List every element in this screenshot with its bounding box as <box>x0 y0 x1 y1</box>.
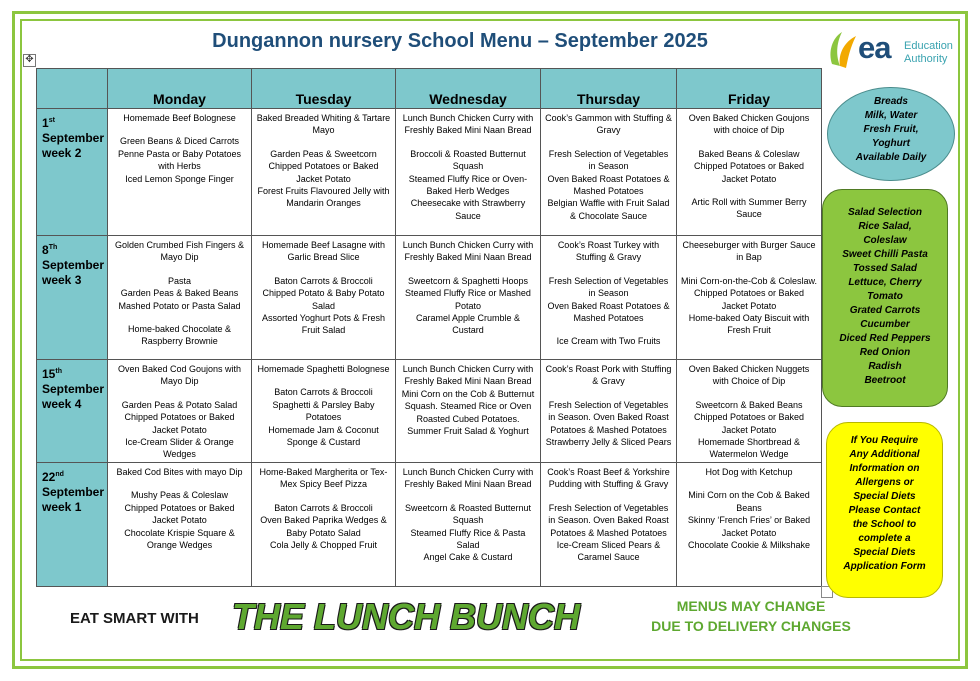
menu-cell-tuesday <box>252 109 396 236</box>
salad-line: Red Onion <box>859 347 911 358</box>
menu-item: Caramel Apple Crumble & Custard <box>415 313 521 336</box>
line-gap <box>680 264 818 275</box>
line-gap <box>544 324 673 335</box>
breads-line: Yoghurt <box>872 138 910 149</box>
menu-item: Cook’s Roast Beef & Yorkshire Pudding with Stuffing & Gravy <box>547 467 670 490</box>
menu-item: Cook’s Roast Turkey with Stuffing & Gravy <box>557 240 660 263</box>
week-label <box>37 109 108 236</box>
menu-cell-monday <box>108 463 252 587</box>
line-gap <box>680 478 818 489</box>
menu-item: Oven Baked Paprika Wedges & Baby Potato Salad <box>260 515 387 538</box>
line-gap <box>255 264 392 275</box>
line-gap <box>680 137 818 148</box>
line-gap <box>399 264 537 275</box>
menu-item: Angel Cake & Custard <box>423 552 513 563</box>
menu-item: Oven Baked Roast Potatoes & Mashed Potatoes <box>547 173 670 197</box>
salad-line: Rice Salad, <box>858 221 912 232</box>
menu-item: Chipped Potatoes or Baked Jacket Potato <box>693 288 805 311</box>
line-gap <box>111 478 248 489</box>
menu-cell-friday <box>677 236 822 360</box>
line-gap <box>255 137 392 148</box>
week-number: week 1 <box>42 500 82 514</box>
header-tuesday: Tuesday <box>252 69 396 109</box>
menu-item: Oven Baked Roast Potatoes & Mashed Potatoes <box>547 300 670 324</box>
week-row <box>37 109 822 236</box>
menu-item: Baked Beans & Coleslaw <box>698 148 800 159</box>
salad-line: Tossed Salad <box>852 263 918 274</box>
notice-line: DUE TO DELIVERY CHANGES <box>651 618 851 634</box>
menu-item: Chipped Potatoes or Baked Jacket Potato <box>693 161 805 184</box>
salad-line: Radish <box>868 361 902 372</box>
logo-mark: ea <box>858 30 891 65</box>
line-gap <box>399 137 537 148</box>
menu-cell-thursday <box>541 463 677 587</box>
week-month: September <box>42 382 105 396</box>
menu-item: Skinny ‘French Fries’ or Baked Jacket Potato <box>687 515 811 538</box>
breads-bubble <box>827 87 955 181</box>
salad-bubble <box>822 189 948 407</box>
menu-item: Oven Baked Cod Goujons with Mayo Dip <box>117 364 242 387</box>
salad-line: Beetroot <box>864 375 906 386</box>
menu-item: Home-baked Oaty Biscuit with Fresh Fruit <box>688 313 810 336</box>
salad-line: Sweet Chilli Pasta <box>842 249 928 260</box>
salad-line: Grated Carrots <box>849 305 921 316</box>
menu-item: Cheeseburger with Burger Sauce in Bap <box>682 240 816 263</box>
menu-item: Hot Dog with Ketchup <box>705 467 793 477</box>
line-gap <box>255 491 392 502</box>
header-thursday: Thursday <box>541 69 677 109</box>
menu-item: Golden Crumbed Fish Fingers & Mayo Dip <box>114 240 245 263</box>
menu-cell-wednesday <box>396 109 541 236</box>
week-number: week 2 <box>42 146 82 160</box>
week-month: September <box>42 131 105 145</box>
menu-item: Chipped Potatoes or Baked Jacket Potato <box>693 412 805 435</box>
allergens-line: the School to <box>852 519 917 530</box>
education-authority-logo <box>826 28 956 72</box>
allergens-line: Information on <box>849 463 920 474</box>
menu-item: Oven Baked Chicken Goujons with choice of Dip <box>688 113 810 136</box>
week-month: September <box>42 485 105 499</box>
line-gap <box>111 264 248 275</box>
line-gap <box>111 124 248 135</box>
menu-item: Fresh Selection of Vegetables in Season <box>548 275 669 299</box>
allergens-line: Allergens or <box>855 477 914 488</box>
menu-item: Lunch Bunch Chicken Curry with Freshly Baked Mini Naan Bread <box>402 467 534 490</box>
page-title: Dungannon nursery School Menu – September 2025 <box>212 30 708 52</box>
line-gap <box>399 491 537 502</box>
menu-cell-thursday <box>541 360 677 463</box>
menu-item: Cook’s Gammon with Stuffing & Gravy <box>545 113 672 136</box>
menu-item: Summer Fruit Salad & Yoghurt <box>407 426 529 437</box>
menu-item: Lunch Bunch Chicken Curry with Freshly Baked Mini Naan Bread <box>402 240 534 263</box>
menu-item: Homemade Beef Bolognese <box>123 113 236 123</box>
menu-item: Mashed Potato or Pasta Salad <box>118 300 241 311</box>
line-gap <box>544 137 673 148</box>
menu-item: Ice Cream with Two Fruits <box>556 336 661 347</box>
menu-item: Cheesecake with Strawberry Sauce <box>410 198 526 221</box>
allergens-line: If You Require <box>850 435 919 446</box>
menu-cell-thursday <box>541 236 677 360</box>
eat-smart-text: EAT SMART WITH <box>70 610 199 627</box>
allergens-line: complete a <box>858 533 911 544</box>
week-day-number: 22 <box>42 470 56 484</box>
logo-line-1: Education <box>904 40 953 52</box>
line-gap <box>680 388 818 399</box>
menu-item: Green Beans & Diced Carrots <box>119 136 240 147</box>
menu-item: Steamed Fluffy Rice or Oven-Baked Herb Wedges <box>408 173 528 197</box>
header-monday: Monday <box>108 69 252 109</box>
menu-item: Iced Lemon Sponge Finger <box>125 173 234 184</box>
menu-item: Spaghetti & Parsley Baby Potatoes <box>272 399 375 423</box>
menu-cell-tuesday <box>252 360 396 463</box>
menu-item: Ice-Cream Sliced Pears & Caramel Sauce <box>556 540 661 563</box>
allergens-line: Special Diets <box>853 491 916 502</box>
menu-cell-friday <box>677 360 822 463</box>
week-label <box>37 360 108 463</box>
line-gap <box>544 491 673 502</box>
menu-item: Garden Peas & Baked Beans <box>120 288 239 299</box>
menu-item: Baton Carrots & Broccoli <box>274 387 373 398</box>
logo-line-2: Authority <box>904 53 948 65</box>
menu-item: Homemade Jam & Coconut Sponge & Custard <box>268 424 379 448</box>
menu-item: Chocolate Cookie & Milkshake <box>687 540 811 551</box>
menu-change-notice <box>646 596 856 636</box>
menu-item: Mini Corn-on-the-Cob & Coleslaw. <box>680 275 818 286</box>
week-day-suffix: th <box>55 368 62 375</box>
menu-item: Chipped Potatoes or Baked Jacket Potato <box>268 161 379 184</box>
header-row <box>37 69 822 109</box>
menu-item: Chipped Potatoes or Baked Jacket Potato <box>124 502 235 526</box>
allergens-line: Please Contact <box>848 505 921 516</box>
menu-item: Strawberry Jelly & Sliced Pears <box>545 437 672 448</box>
menu-cell-tuesday <box>252 463 396 587</box>
salad-line: Coleslaw <box>863 235 907 246</box>
menu-item: Penne Pasta or Baby Potatoes with Herbs <box>117 148 242 172</box>
week-row <box>37 360 822 463</box>
menu-item: Sweetcorn & Baked Beans <box>695 399 803 410</box>
table-move-handle-icon[interactable]: ✥ <box>23 54 36 67</box>
menu-cell-monday <box>108 236 252 360</box>
menu-item: Oven Baked Chicken Nuggets with Choice of Dip <box>688 364 810 387</box>
menu-item: Artic Roll with Summer Berry Sauce <box>691 197 807 220</box>
menu-item: Lunch Bunch Chicken Curry with Freshly Baked Mini Naan Bread <box>402 364 534 387</box>
menu-item: Fresh Selection of Vegetables in Season <box>548 148 669 172</box>
line-gap <box>255 375 392 386</box>
week-day-number: 1 <box>42 116 49 130</box>
menu-item: Pasta <box>167 275 191 286</box>
week-day-suffix: nd <box>55 471 64 478</box>
week-day-number: 8 <box>42 243 49 257</box>
week-day-number: 15 <box>42 367 56 381</box>
breads-line: Fresh Fruit, <box>863 124 919 135</box>
ea-leaf-icon <box>826 30 858 70</box>
allergens-line: Any Additional <box>849 449 920 460</box>
menu-item: Cook’s Roast Pork with Stuffing & Gravy <box>545 364 672 387</box>
menu-cell-thursday <box>541 109 677 236</box>
menu-cell-wednesday <box>396 463 541 587</box>
breads-line: Milk, Water <box>864 110 918 121</box>
menu-cell-tuesday <box>252 236 396 360</box>
breads-line: Breads <box>874 96 908 107</box>
menu-item: Chocolate Krispie Square & Orange Wedges <box>124 527 235 551</box>
menu-cell-monday <box>108 360 252 463</box>
allergens-bubble <box>826 422 943 598</box>
menu-item: Garden Peas & Sweetcorn <box>270 148 377 159</box>
menu-item: Garden Peas & Potato Salad <box>121 399 238 410</box>
lunch-bunch-title: THE LUNCH BUNCH <box>232 596 580 637</box>
salad-line: Diced Red Peppers <box>839 333 931 344</box>
menu-item: Baked Breaded Whiting & Tartare Mayo <box>256 113 391 136</box>
notice-line: MENUS MAY CHANGE <box>676 598 826 614</box>
salad-line: Tomato <box>867 291 903 302</box>
menu-cell-wednesday <box>396 360 541 463</box>
menu-item: Cola Jelly & Chopped Fruit <box>269 540 378 551</box>
line-gap <box>111 312 248 323</box>
menu-item: Home-baked Chocolate & Raspberry Brownie <box>127 324 232 347</box>
menu-item: Fresh Selection of Vegetables in Season. Oven Baked Roast Potatoes & Mashed Potatoes <box>548 502 669 538</box>
menu-item: Mushy Peas & Coleslaw <box>130 490 229 501</box>
line-gap <box>544 264 673 275</box>
menu-item: Chipped Potatoes or Baked Jacket Potato <box>124 412 235 435</box>
week-label <box>37 236 108 360</box>
menu-cell-friday <box>677 463 822 587</box>
menu-item: Home-Baked Margherita or Tex-Mex Spicy Beef Pizza <box>259 467 388 490</box>
menu-item: Fresh Selection of Vegetables in Season. Oven Baked Roast Potatoes & Mashed Potatoes <box>548 399 669 435</box>
menu-cell-monday <box>108 109 252 236</box>
logo-org-name <box>904 40 953 66</box>
menu-item: Steamed Fluffy Rice & Pasta Salad <box>410 527 526 551</box>
menu-item: Broccoli & Roasted Butternut Squash <box>410 148 526 172</box>
week-row <box>37 236 822 360</box>
menu-item: Ice-Cream Slider & Orange Wedges <box>125 437 234 460</box>
menu-cell-wednesday <box>396 236 541 360</box>
salad-line: Lettuce, Cherry <box>848 277 922 288</box>
menu-item: Baked Cod Bites with mayo Dip <box>116 467 243 477</box>
menu-table <box>36 68 822 587</box>
menu-item: Steamed Fluffy Rice or Mashed Potato <box>405 288 531 311</box>
menu-item: Homemade Spaghetti Bolognese <box>257 364 390 374</box>
breads-line: Available Daily <box>855 152 927 163</box>
menu-item: Baton Carrots & Broccoli <box>274 275 373 286</box>
week-label <box>37 463 108 587</box>
menu-cell-friday <box>677 109 822 236</box>
header-corner <box>37 69 108 109</box>
menu-item: Mini Corn on the Cob & Butternut Squash. Steamed Rice or Oven Roasted Cubed Potatoes. <box>401 388 535 424</box>
salad-line: Salad Selection <box>848 207 922 218</box>
week-day-suffix: Th <box>48 244 58 251</box>
menu-item: Homemade Shortbread & Watermelon Wedge <box>697 437 801 460</box>
allergens-line: Application Form <box>843 561 926 572</box>
menu-item: Lunch Bunch Chicken Curry with Freshly Baked Mini Naan Bread <box>402 113 534 136</box>
line-gap <box>680 185 818 196</box>
menu-item: Sweetcorn & Roasted Butternut Squash <box>404 502 532 526</box>
line-gap <box>111 388 248 399</box>
header-wednesday: Wednesday <box>396 69 541 109</box>
header-friday: Friday <box>677 69 822 109</box>
week-number: week 4 <box>42 397 82 411</box>
week-day-suffix: st <box>48 117 55 124</box>
week-number: week 3 <box>42 273 82 287</box>
line-gap <box>544 388 673 399</box>
menu-item: Forest Fruits Flavoured Jelly with Mandarin Oranges <box>257 186 390 209</box>
menu-item: Mini Corn on the Cob & Baked Beans <box>688 490 810 513</box>
menu-item: Baton Carrots & Broccoli <box>274 502 373 513</box>
menu-item: Chipped Potato & Baby Potato Salad <box>262 288 385 311</box>
salad-line: Cucumber <box>860 319 910 330</box>
week-month: September <box>42 258 105 272</box>
week-row <box>37 463 822 587</box>
allergens-line: Special Diets <box>853 547 916 558</box>
menu-item: Assorted Yoghurt Pots & Fresh Fruit Salad <box>261 313 386 336</box>
menu-item: Belgian Waffle with Fruit Salad & Chocolate Sauce <box>547 198 670 221</box>
menu-item: Sweetcorn & Spaghetti Hoops <box>407 275 529 286</box>
menu-item: Homemade Beef Lasagne with Garlic Bread Slice <box>261 240 386 263</box>
